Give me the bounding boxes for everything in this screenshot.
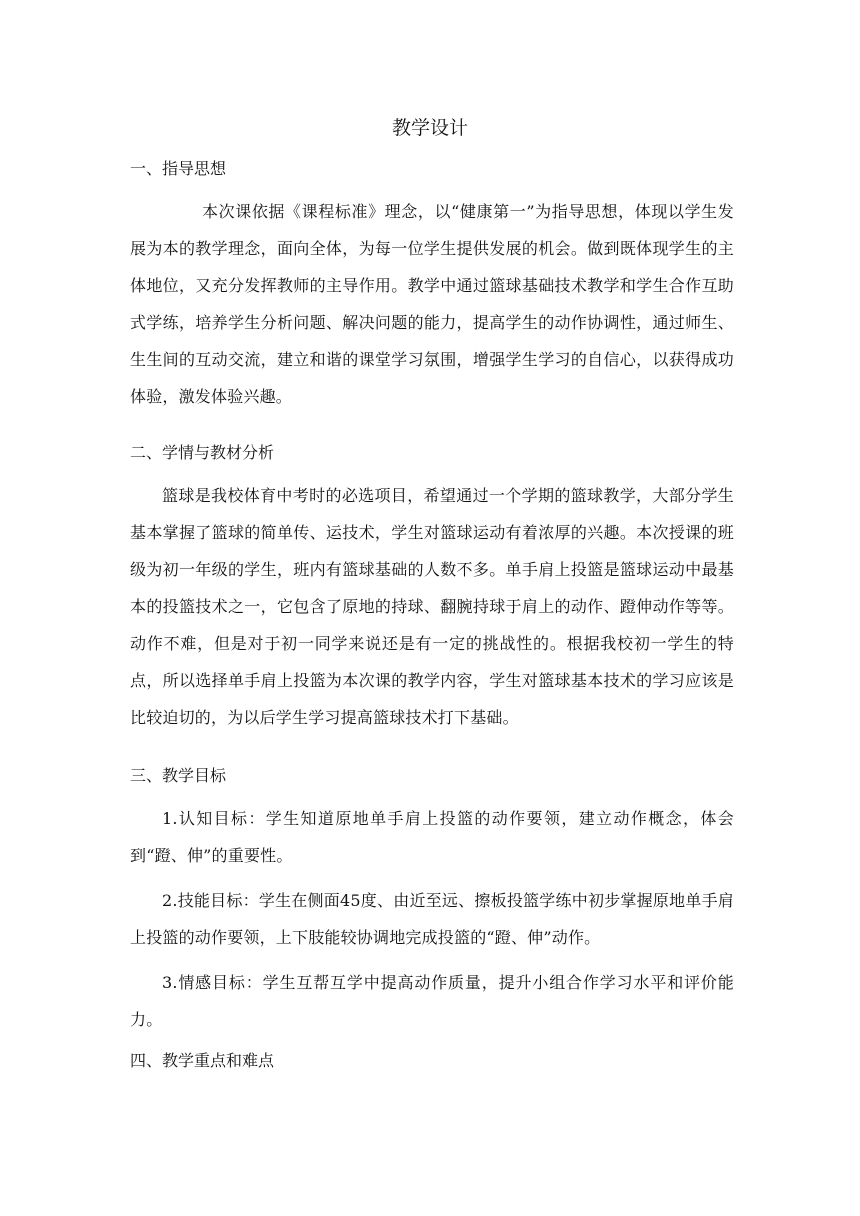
document-title: 教学设计 xyxy=(391,117,468,139)
section-heading-key-points: 四、教学重点和难点 xyxy=(130,1051,275,1070)
objective-skill: 2.技能目标：学生在侧面45度、由近至远、擦板投篮学练中初步掌握原地单手肩上投篮的动作要领，上下肢能较协调地完成投篮的“蹬、伸”动作。 xyxy=(130,891,734,947)
section-heading-teaching-objectives: 三、教学目标 xyxy=(130,766,227,785)
paragraph-guiding-ideology: 本次课依据《课程标准》理念，以“健康第一”为指导思想，体现以学生发展为本的教学理念，面向全体，为每一位学生提供发展的机会。做到既体现学生的主体地位，又充分发挥教师的主导作用。教学中通过篮球基础技术教学和学生合作互助式学练，培养学生分析问题、解决问题的能力，提高学生的动作协调性，通过师生、生生间的互动交流，建立和谐的课堂学习氛围，增强学生学习的自信心，以获得成功体验，激发体验兴趣。 xyxy=(130,202,734,406)
objective-affective: 3.情感目标：学生互帮互学中提高动作质量，提升小组合作学习水平和评价能力。 xyxy=(130,973,734,1029)
objective-cognitive: 1.认知目标：学生知道原地单手肩上投篮的动作要领，建立动作概念，体会到“蹬、伸”的重要性。 xyxy=(130,809,734,865)
section-heading-learner-analysis: 二、学情与教材分析 xyxy=(130,443,275,462)
paragraph-learner-analysis: 篮球是我校体育中考时的必选项目，希望通过一个学期的篮球教学，大部分学生基本掌握了篮球的简单传、运技术，学生对篮球运动有着浓厚的兴趣。本次授课的班级为初一年级的学生，班内有篮球基础的人数不多。单手肩上投篮是篮球运动中最基本的投篮技术之一，它包含了原地的持球、翻腕持球于肩上的动作、蹬伸动作等等。动作不难，但是对于初一同学来说还是有一定的挑战性的。根据我校初一学生的特点，所以选择单手肩上投篮为本次课的教学内容，学生对篮球基本技术的学习应该是比较迫切的，为以后学生学习提高篮球技术打下基础。 xyxy=(130,486,734,727)
section-heading-guiding-ideology: 一、指导思想 xyxy=(130,159,227,178)
